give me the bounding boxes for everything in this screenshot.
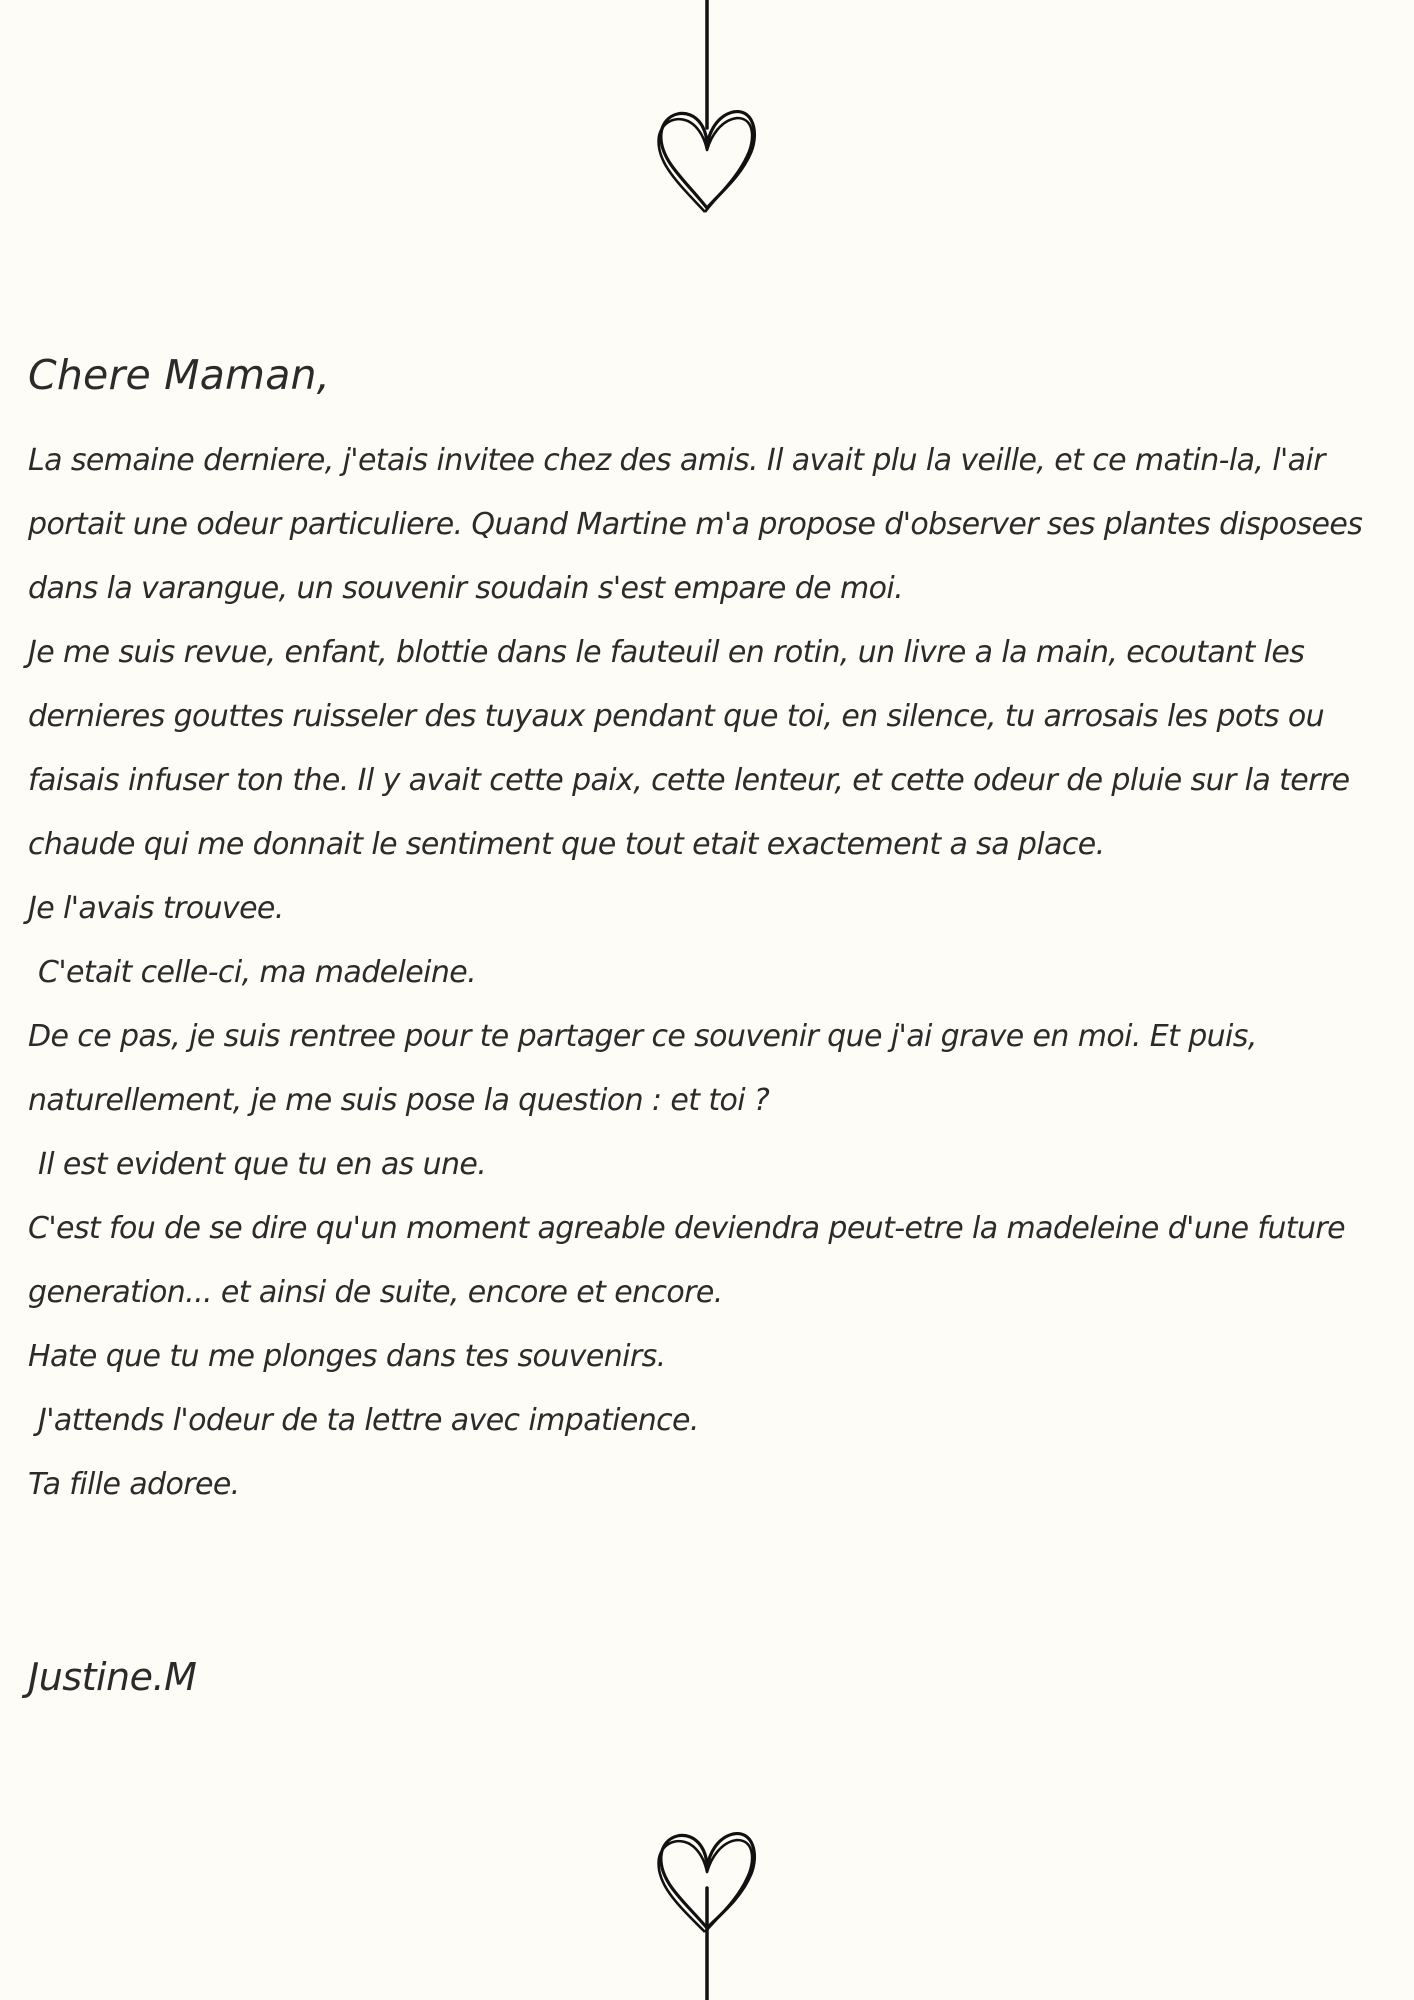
letter-line: La semaine derniere, j'etais invitee chez des amis. Il avait plu la veille, et ce matin-la, l'air: [28, 443, 1325, 478]
letter-line: naturellement, je me suis pose la question : et toi ?: [28, 1083, 770, 1118]
letter-line: Je l'avais trouvee.: [28, 891, 284, 926]
letter-body: [28, 343, 1388, 1709]
letter-line: C'etait celle-ci, ma madeleine.: [38, 955, 477, 990]
heart-icon: [655, 1828, 759, 2000]
letter-line: Hate que tu me plonges dans tes souvenirs.: [28, 1339, 666, 1374]
letter-line: Je me suis revue, enfant, blottie dans le fauteuil en rotin, un livre a la main, ecoutant les: [28, 635, 1305, 670]
letter-signature: Justine.M: [28, 1655, 197, 1699]
letter-closing: Ta fille adoree.: [28, 1467, 240, 1502]
top-heart-decoration: [655, 0, 759, 220]
letter-line: J'attends l'odeur de ta lettre avec impatience.: [38, 1403, 699, 1438]
letter-greeting: Chere Maman,: [28, 351, 330, 399]
bottom-heart-decoration: [655, 1828, 759, 2000]
letter-line: portait une odeur particuliere. Quand Martine m'a propose d'observer ses plantes disposees: [28, 507, 1363, 542]
letter-line: dernieres gouttes ruisseler des tuyaux pendant que toi, en silence, tu arrosais les pots ou: [28, 699, 1325, 734]
letter-line: C'est fou de se dire qu'un moment agreable deviendra peut-etre la madeleine d'une future: [28, 1211, 1345, 1246]
letter-line: faisais infuser ton the. Il y avait cette paix, cette lenteur, et cette odeur de pluie sur la terre: [28, 763, 1350, 798]
letter-line: chaude qui me donnait le sentiment que tout etait exactement a sa place.: [28, 827, 1105, 862]
letter-line: generation... et ainsi de suite, encore et encore.: [28, 1275, 723, 1310]
heart-icon: [655, 0, 759, 220]
letter-line: De ce pas, je suis rentree pour te partager ce souvenir que j'ai grave en moi. Et puis,: [28, 1019, 1257, 1054]
letter-line: Il est evident que tu en as une.: [38, 1147, 487, 1182]
letter-line: dans la varangue, un souvenir soudain s'est empare de moi.: [28, 571, 904, 606]
